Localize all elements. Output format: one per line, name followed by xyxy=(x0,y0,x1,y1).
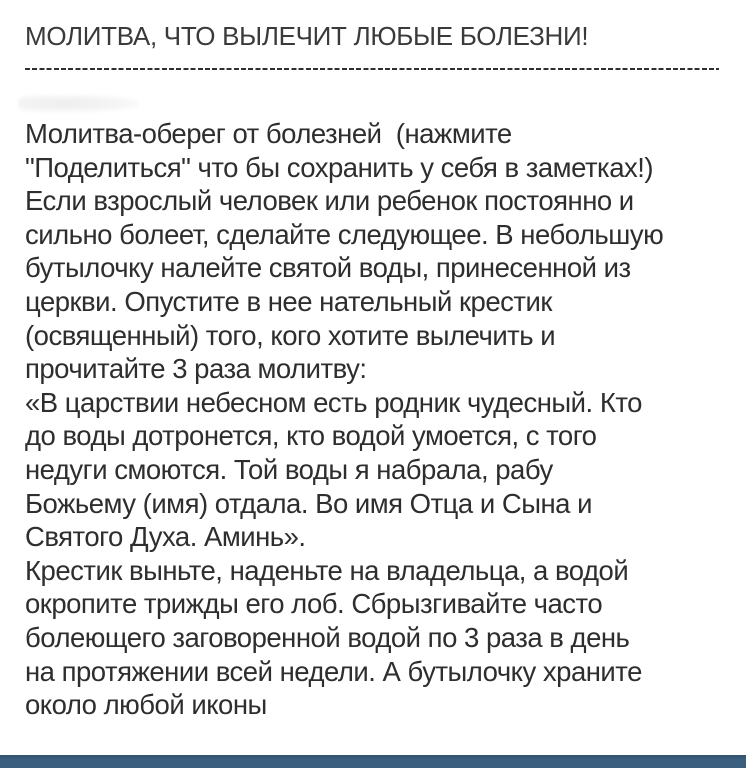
bottom-edge-bar xyxy=(0,755,746,768)
body-line: окропите трижды его лоб. Сбрызгивайте часто xyxy=(25,588,603,620)
body-line: болеющего заговоренной водой по 3 раза в день xyxy=(25,621,630,653)
body-line: около любой иконы xyxy=(25,689,267,721)
body-line: до воды дотронется, кто водой умоется, с того xyxy=(25,420,597,452)
body-line: бутылочку налейте святой воды, принесенной из xyxy=(25,252,631,284)
body-line: на протяжении всей недели. А бутылочку храните xyxy=(25,655,642,687)
body-line: сильно болеет, сделайте следующее. В небольшую xyxy=(25,218,664,250)
body-line: Крестик выньте, наденьте на владельца, а водой xyxy=(25,554,629,586)
watermark-smudge xyxy=(18,95,138,112)
body-line: (освященный) того, кого хотите вылечить и xyxy=(25,319,556,351)
body-line: недуги смоются. Той воды я набрала, рабу xyxy=(25,453,553,485)
body-line: Божьему (имя) отдала. Во имя Отца и Сына и xyxy=(25,487,592,519)
body-line: церкви. Опустите в нее нательный крестик xyxy=(25,285,552,317)
dashed-divider xyxy=(25,68,719,70)
body-line: прочитайте 3 раза молитву: xyxy=(25,353,367,385)
body-line: Если взрослый человек или ребенок постоянно и xyxy=(25,185,634,217)
body-line: "Поделиться" что бы сохранить у себя в заметках!) xyxy=(25,151,654,183)
body-line: «В царствии небесном есть родник чудесный. Кто xyxy=(25,386,642,418)
body-line: Молитва-оберег от болезней (нажмите xyxy=(25,118,512,149)
body-line: Святого Духа. Аминь». xyxy=(25,521,306,553)
post-title: МОЛИТВА, ЧТО ВЫЛЕЧИТ ЛЮБЫЕ БОЛЕЗНИ! xyxy=(25,21,589,51)
post-body xyxy=(25,117,726,722)
